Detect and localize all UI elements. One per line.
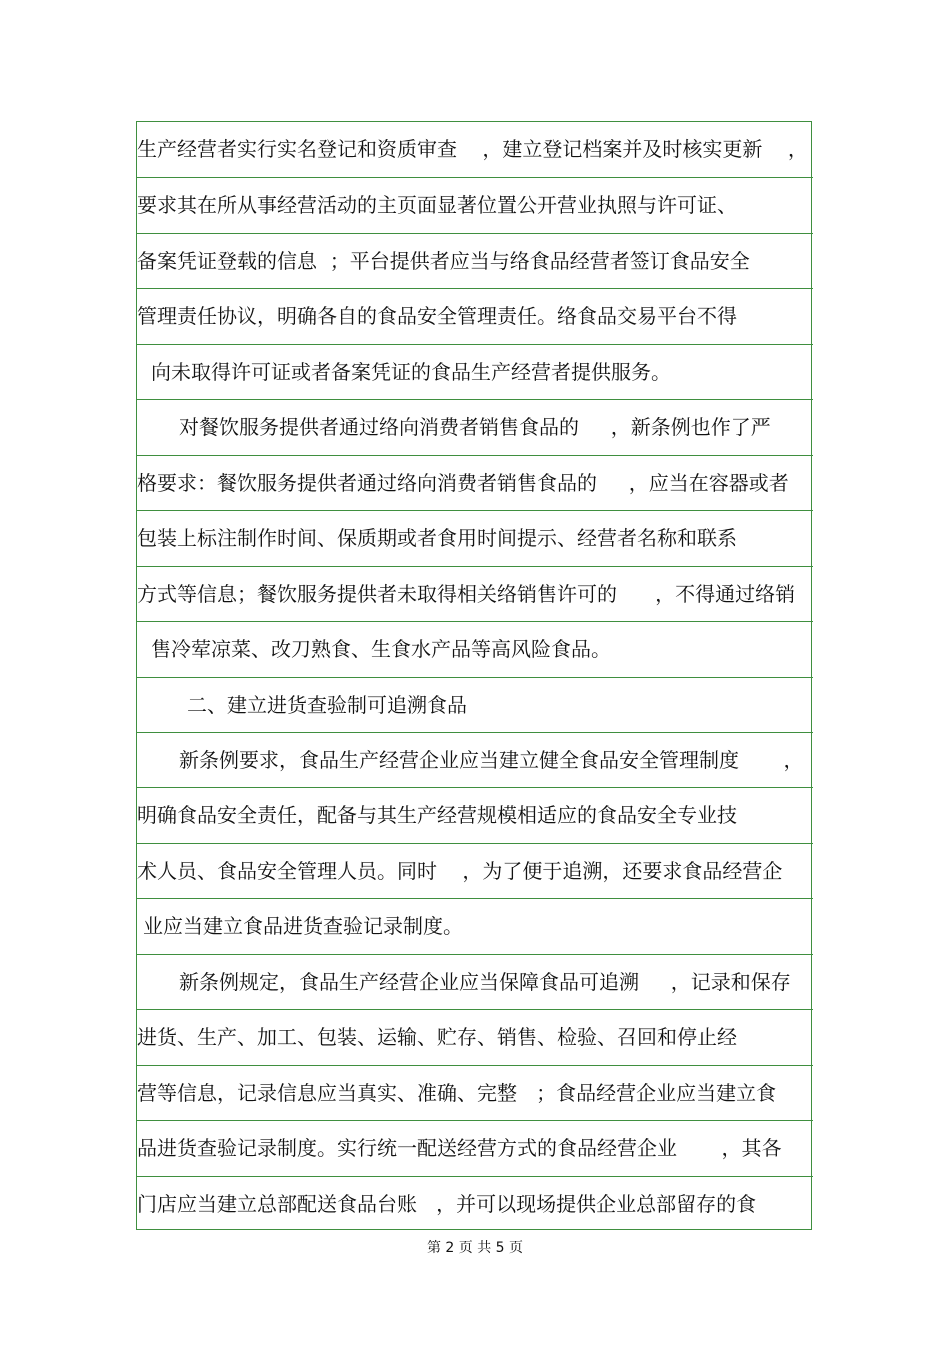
text-line: 营等信息，记录信息应当真实、准确、完整 ；食品经营企业应当建立食	[137, 1065, 813, 1120]
text-line: 备案凭证登载的信息 ；平台提供者应当与络食品经营者签订食品安全	[137, 233, 813, 288]
text-line: 方式等信息；餐饮服务提供者未取得相关络销售许可的 ，不得通过络销	[137, 566, 813, 621]
text-line: 进货、生产、加工、包装、运输、贮存、销售、检验、召回和停止经	[137, 1009, 813, 1064]
text-line: 向未取得许可证或者备案凭证的食品生产经营者提供服务。	[137, 344, 813, 399]
text-line: 品进货查验记录制度。实行统一配送经营方式的食品经营企业 ，其各	[137, 1120, 813, 1175]
text-line: 格要求：餐饮服务提供者通过络向消费者销售食品的 ，应当在容器或者	[137, 455, 813, 510]
text-line: 业应当建立食品进货查验记录制度。	[137, 898, 813, 953]
text-line: 对餐饮服务提供者通过络向消费者销售食品的 ，新条例也作了严	[137, 399, 813, 454]
text-line: 术人员、食品安全管理人员。同时 ，为了便于追溯，还要求食品经营企	[137, 843, 813, 898]
text-line: 明确食品安全责任，配备与其生产经营规模相适应的食品安全专业技	[137, 787, 813, 842]
document-body	[136, 121, 812, 1230]
page-number: 第 2 页 共 5 页	[426, 1240, 524, 1256]
text-line: 二、建立进货查验制可追溯食品	[137, 677, 813, 732]
text-line: 要求其在所从事经营活动的主页面显著位置公开营业执照与许可证、	[137, 177, 813, 232]
text-line: 包装上标注制作时间、保质期或者食用时间提示、经营者名称和联系	[137, 510, 813, 565]
text-line: 新条例要求，食品生产经营企业应当建立健全食品安全管理制度 ，	[137, 732, 813, 787]
text-line: 生产经营者实行实名登记和资质审查 ，建立登记档案并及时核实更新 ，	[137, 137, 808, 161]
text-line: 管理责任协议，明确各自的食品安全管理责任。络食品交易平台不得	[137, 288, 813, 343]
text-line: 售冷荤凉菜、改刀熟食、生食水产品等高风险食品。	[137, 621, 813, 676]
text-line: 门店应当建立总部配送食品台账 ，并可以现场提供企业总部留存的食	[137, 1176, 813, 1231]
text-line: 新条例规定，食品生产经营企业应当保障食品可追溯 ，记录和保存	[137, 954, 813, 1009]
